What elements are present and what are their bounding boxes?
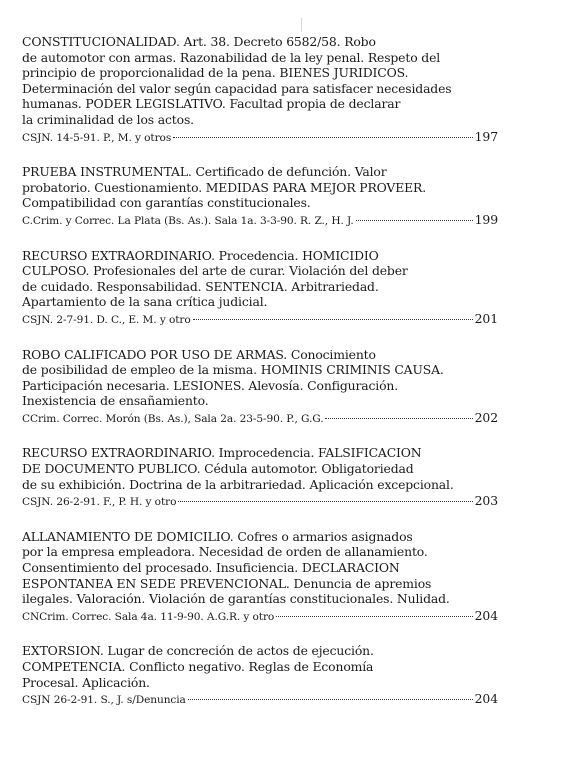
dot-leader: [325, 418, 472, 419]
entry-line: humanas. PODER LEGISLATIVO. Facultad propia de declarar: [22, 96, 401, 112]
entry-line: EXTORSION. Lugar de concreción de actos de ejecución.: [22, 643, 374, 659]
index-entry-2: [22, 164, 498, 229]
index-entry-5: [22, 445, 498, 510]
entry-line: Compatibilidad con garantías constitucionales.: [22, 195, 311, 211]
entry-line: Determinación del valor según capacidad para satisfacer necesidades: [22, 80, 452, 96]
citation-row: [22, 608, 498, 626]
page-number: 199: [474, 211, 498, 227]
entry-line: Participación necesaria. LESIONES. Alevosía. Configuración.: [22, 377, 399, 393]
index-entry-6: [22, 529, 498, 626]
citation-source: CCrim. Correc. Morón (Bs. As.), Sala 2a. 23-5-90. P., G.G.: [22, 412, 324, 425]
dot-leader: [193, 319, 473, 320]
entry-line: ROBO CALIFICADO POR USO DE ARMAS. Conocimiento: [22, 346, 376, 362]
entry-line: Inexistencia de ensañamiento.: [22, 393, 209, 409]
entry-line: DE DOCUMENTO PUBLICO. Cédula automotor. Obligatoriedad: [22, 461, 414, 477]
entry-line: Apartamiento de la sana crítica judicial.: [22, 294, 268, 310]
index-entry-1: [22, 34, 498, 146]
citation-row: [22, 691, 498, 709]
entry-line: la criminalidad de los actos.: [22, 111, 194, 127]
entry-line: RECURSO EXTRAORDINARIO. Procedencia. HOMICIDIO: [22, 247, 379, 263]
entry-line: CULPOSO. Profesionales del arte de curar. Violación del deber: [22, 263, 408, 279]
citation-source: CNCrim. Correc. Sala 4a. 11-9-90. A.G.R. y otro: [22, 610, 275, 623]
index-entry-7: [22, 643, 498, 708]
entry-line: probatorio. Cuestionamiento. MEDIDAS PARA MEJOR PROVEER.: [22, 179, 426, 195]
page-number: 204: [474, 607, 498, 623]
dot-leader: [178, 501, 472, 502]
entry-line: COMPETENCIA. Conflicto negativo. Reglas de Economía: [22, 659, 374, 674]
entry-line: de cuidado. Responsabilidad. SENTENCIA. Arbitrariedad.: [22, 278, 379, 294]
entry-line: principio de proporcionalidad de la pena. BIENES JURIDICOS.: [22, 65, 409, 81]
dot-leader: [356, 220, 473, 221]
entry-line: PRUEBA INSTRUMENTAL. Certificado de defunción. Valor: [22, 164, 387, 180]
citation-row: [22, 493, 498, 511]
citation-source: CSJN 26-2-91. S., J. s/Denuncia: [22, 694, 186, 707]
entry-line: de posibilidad de empleo de la misma. HOMINIS CRIMINIS CAUSA.: [22, 362, 444, 378]
index-page: [22, 34, 498, 727]
citation-source: CSJN. 14-5-91. P., M. y otros: [22, 131, 172, 144]
entry-line: de su exhibición. Doctrina de la arbitrariedad. Aplicación excepcional.: [22, 476, 454, 492]
entry-line: de automotor con armas. Razonabilidad de la ley penal. Respeto del: [22, 49, 441, 65]
page-number: 197: [474, 128, 498, 144]
scan-mark: [301, 18, 302, 32]
entry-line: Procesal. Aplicación.: [22, 674, 150, 690]
entry-line: ESPONTANEA EN SEDE PREVENCIONAL. Denuncia de apremios: [22, 575, 432, 591]
dot-leader: [276, 616, 472, 617]
citation-row: [22, 410, 498, 428]
page-number: 204: [474, 691, 498, 707]
dot-leader: [173, 137, 472, 138]
entry-line: por la empresa empleadora. Necesidad de orden de allanamiento.: [22, 544, 428, 560]
citation-source: C.Crim. y Correc. La Plata (Bs. As.). Sala 1a. 3-3-90. R. Z., H. J.: [22, 214, 354, 227]
entry-line: Consentimiento del procesado. Insuficiencia. DECLARACION: [22, 560, 400, 576]
entry-line: ilegales. Valoración. Violación de garantías constitucionales. Nulidad.: [22, 591, 450, 607]
entry-line: RECURSO EXTRAORDINARIO. Improcedencia. FALSIFICACION: [22, 445, 422, 461]
citation-row: [22, 129, 498, 147]
entry-line: ALLANAMIENTO DE DOMICILIO. Cofres o armarios asignados: [22, 528, 413, 544]
citation-source: CSJN. 26-2-91. F., P. H. y otro: [22, 496, 177, 509]
citation-row: [22, 311, 498, 329]
page-number: 203: [474, 493, 498, 509]
index-entry-3: [22, 248, 498, 329]
page-number: 202: [474, 409, 498, 425]
entry-line: CONSTITUCIONALIDAD. Art. 38. Decreto 6582/58. Robo: [22, 34, 376, 49]
index-entry-4: [22, 347, 498, 428]
dot-leader: [188, 699, 473, 700]
citation-source: CSJN. 2-7-91. D. C., E. M. y otro: [22, 313, 191, 326]
citation-row: [22, 212, 498, 230]
page-number: 201: [474, 310, 498, 326]
